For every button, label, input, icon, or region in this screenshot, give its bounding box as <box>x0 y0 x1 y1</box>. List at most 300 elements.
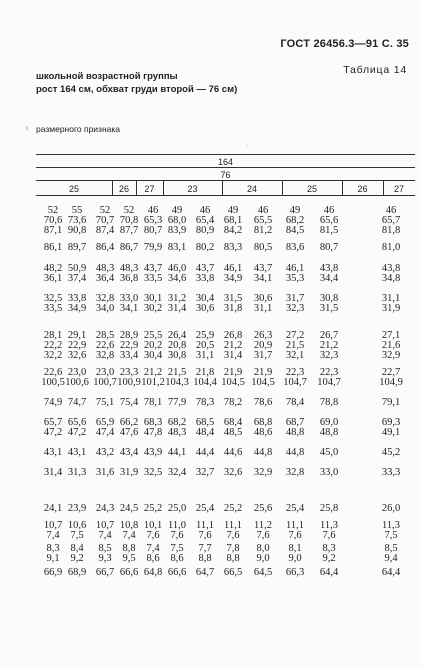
table-cell <box>378 568 404 578</box>
cell-value: 31,7 <box>253 350 273 361</box>
table-cell <box>192 568 218 578</box>
cell-value: 8,8 <box>122 543 136 554</box>
hip-header: 26 <box>118 184 129 194</box>
cell-value: 7,4 <box>146 543 160 554</box>
cell-value: 22,6 <box>43 367 63 378</box>
cell-value: 81,2 <box>253 225 273 236</box>
cell-value: 32,9 <box>253 467 273 478</box>
cell-value: 52 <box>123 205 135 216</box>
table-cell <box>220 398 246 408</box>
cell-value: 23,9 <box>67 503 87 514</box>
cell-value: 37,4 <box>67 273 87 284</box>
cell-value: 32,9 <box>381 350 401 361</box>
table-cell <box>378 418 404 438</box>
table-cell <box>250 294 276 314</box>
table-cell <box>192 448 218 458</box>
cell-value: 78,6 <box>253 397 273 408</box>
cell-value: 48,6 <box>253 427 273 438</box>
cell-value: 48,8 <box>319 427 339 438</box>
cell-value: 52 <box>47 205 59 216</box>
cell-value: 7,5 <box>384 530 398 541</box>
table-cell <box>164 294 190 314</box>
cell-value: 32,3 <box>285 303 305 314</box>
table-cell <box>140 331 166 361</box>
cell-value: 7,6 <box>256 530 270 541</box>
cell-value: 81,5 <box>319 225 339 236</box>
cell-value: 31,5 <box>319 303 339 314</box>
cell-value: 8,6 <box>170 553 184 564</box>
cell-value: 65,4 <box>195 215 215 226</box>
table-cell <box>40 264 66 284</box>
table-caption <box>36 70 237 96</box>
cell-value: 28,9 <box>119 330 139 341</box>
cell-value: 78,2 <box>223 397 243 408</box>
table-cell <box>316 206 342 236</box>
cell-value: 46 <box>323 205 335 216</box>
cell-value: 49 <box>227 205 239 216</box>
cell-value: 86,4 <box>95 242 115 253</box>
cell-value: 25,8 <box>319 503 339 514</box>
cell-value: 11,0 <box>168 520 186 531</box>
table-cell <box>282 418 308 438</box>
table-cell <box>40 544 66 564</box>
table-cell <box>316 448 342 458</box>
table-cell <box>64 468 90 478</box>
table-cell <box>192 368 218 388</box>
cell-value: 65,7 <box>43 417 63 428</box>
cell-value: 44,8 <box>285 447 305 458</box>
cell-value: 31,9 <box>381 303 401 314</box>
cell-value: 45,0 <box>319 447 339 458</box>
cell-value: 73,6 <box>67 215 87 226</box>
cell-value: 7,4 <box>98 530 112 541</box>
cell-value: 7,8 <box>226 543 240 554</box>
cell-value: 32,5 <box>43 293 63 304</box>
cell-value: 68,3 <box>143 417 163 428</box>
cell-value: 34,9 <box>67 303 87 314</box>
table-cell <box>316 568 342 578</box>
table-cell <box>316 418 342 438</box>
table-cell <box>116 568 142 578</box>
cell-value: 36,4 <box>95 273 115 284</box>
table-cell <box>164 243 190 253</box>
cell-value: 43,1 <box>67 447 87 458</box>
cell-value: 87,7 <box>119 225 139 236</box>
table-cell <box>282 448 308 458</box>
cell-value: 27,1 <box>381 330 401 341</box>
table-cell <box>220 568 246 578</box>
cell-value: 70,6 <box>43 215 63 226</box>
cell-value: 32,1 <box>285 350 305 361</box>
table-cell <box>378 264 404 284</box>
table-cell <box>316 468 342 478</box>
table-cell <box>192 264 218 284</box>
cell-value: 81,8 <box>381 225 401 236</box>
cell-value: 10,7 <box>43 520 63 531</box>
cell-value: 66,6 <box>167 567 187 578</box>
table-cell <box>250 243 276 253</box>
cell-value: 64,5 <box>253 567 273 578</box>
cell-value: 23,3 <box>119 367 139 378</box>
hip-header: 25 <box>306 184 317 194</box>
table-cell <box>192 243 218 253</box>
table-cell <box>316 294 342 314</box>
cell-value: 31,6 <box>95 467 115 478</box>
table-cell <box>220 418 246 438</box>
hip-header: 25 <box>68 184 79 194</box>
cell-value: 66,2 <box>119 417 139 428</box>
cell-value: 75,1 <box>95 397 115 408</box>
table-cell <box>140 448 166 458</box>
table-cell <box>140 368 166 388</box>
cell-value: 33,8 <box>67 293 87 304</box>
cell-value: 7,5 <box>70 530 84 541</box>
cell-value: 68,7 <box>285 417 305 428</box>
table-cell <box>140 294 166 314</box>
cell-value: 7,6 <box>322 530 336 541</box>
cell-value: 49 <box>171 205 183 216</box>
cell-value: 11,1 <box>224 520 242 531</box>
table-cell <box>116 243 142 253</box>
cell-value: 8,5 <box>384 543 398 554</box>
table-cell <box>316 368 342 388</box>
table-rule <box>36 195 415 196</box>
cell-value: 32,4 <box>167 467 187 478</box>
hip-header: 27 <box>393 184 404 194</box>
cell-value: 21,9 <box>223 367 243 378</box>
cell-value: 49 <box>289 205 301 216</box>
cell-value: 11,2 <box>254 520 272 531</box>
cell-value: 43,8 <box>319 263 339 274</box>
cell-value: 8,6 <box>146 553 160 564</box>
table-cell <box>92 468 118 478</box>
cell-value: 8,4 <box>70 543 84 554</box>
cell-value: 68,2 <box>167 417 187 428</box>
table-cell <box>116 368 142 388</box>
table-cell <box>140 206 166 236</box>
table-cell <box>250 331 276 361</box>
table-cell <box>316 521 342 541</box>
cell-value: 30,4 <box>143 350 163 361</box>
table-cell <box>116 294 142 314</box>
cell-value: 66,6 <box>119 567 139 578</box>
cell-value: 26,0 <box>381 503 401 514</box>
cell-value: 20,9 <box>253 340 273 351</box>
table-cell <box>140 398 166 408</box>
table-cell <box>140 521 166 541</box>
table-cell <box>250 504 276 514</box>
table-cell <box>378 368 404 388</box>
cell-value: 47,8 <box>143 427 163 438</box>
cell-value: 31,2 <box>167 293 187 304</box>
cell-value: 74,9 <box>43 397 63 408</box>
cell-value: 30,2 <box>143 303 163 314</box>
table-cell <box>140 264 166 284</box>
document-code-header: ГОСТ 26456.3—91 С. 35 <box>280 38 409 50</box>
table-cell <box>282 264 308 284</box>
cell-value: 48,3 <box>95 263 115 274</box>
cell-value: 9,2 <box>322 553 336 564</box>
cell-value: 86,7 <box>119 242 139 253</box>
cell-value: 81,0 <box>381 242 401 253</box>
cell-value: 80,7 <box>143 225 163 236</box>
table-cell <box>316 504 342 514</box>
cell-value: 68,0 <box>167 215 187 226</box>
cell-value: 7,4 <box>46 530 60 541</box>
cell-value: 80,7 <box>319 242 339 253</box>
cell-value: 31,3 <box>67 467 87 478</box>
cell-value: 43,1 <box>43 447 63 458</box>
cell-value: 48,8 <box>285 427 305 438</box>
cell-value: 8,1 <box>288 543 302 554</box>
cell-value: 83,6 <box>285 242 305 253</box>
table-cell <box>40 521 66 541</box>
cell-value: 29,1 <box>67 330 87 341</box>
cell-value: 33,8 <box>195 273 215 284</box>
cell-value: 34,1 <box>119 303 139 314</box>
cell-value: 47,2 <box>43 427 63 438</box>
cell-value: 34,0 <box>95 303 115 314</box>
cell-value: 34,6 <box>167 273 187 284</box>
table-cell <box>164 206 190 236</box>
cell-value: 104,7 <box>317 377 341 388</box>
table-cell <box>220 504 246 514</box>
cell-value: 21,2 <box>143 367 163 378</box>
cell-value: 31,1 <box>195 350 215 361</box>
hip-header: 27 <box>144 184 155 194</box>
table-cell <box>192 504 218 514</box>
cell-value: 21,8 <box>195 367 215 378</box>
cell-value: 64,4 <box>319 567 339 578</box>
cell-value: 27,2 <box>285 330 305 341</box>
cell-value: 84,5 <box>285 225 305 236</box>
cell-value: 25,4 <box>285 503 305 514</box>
cell-value: 66,5 <box>223 567 243 578</box>
cell-value: 24,5 <box>119 503 139 514</box>
cell-value: 104,7 <box>283 377 307 388</box>
cell-value: 79,9 <box>143 242 163 253</box>
cell-value: 26,3 <box>253 330 273 341</box>
cell-value: 34,4 <box>319 273 339 284</box>
cell-value: 20,8 <box>167 340 187 351</box>
cell-value: 8,3 <box>322 543 336 554</box>
cell-value: 104,5 <box>251 377 275 388</box>
cell-value: 36,1 <box>43 273 63 284</box>
cell-value: 46,1 <box>285 263 305 274</box>
cell-value: 25,2 <box>143 503 163 514</box>
cell-value: 68,1 <box>223 215 243 226</box>
table-cell <box>282 294 308 314</box>
cell-value: 31,7 <box>285 293 305 304</box>
cell-value: 9,4 <box>384 553 398 564</box>
cell-value: 32,3 <box>319 350 339 361</box>
table-cell <box>140 544 166 564</box>
cell-value: 68,2 <box>285 215 305 226</box>
hip-header: 23 <box>187 184 198 194</box>
cell-value: 43,9 <box>143 447 163 458</box>
table-cell <box>220 294 246 314</box>
table-cell <box>282 544 308 564</box>
cell-value: 9,2 <box>70 553 84 564</box>
cell-value: 80,2 <box>195 242 215 253</box>
cell-value: 64,7 <box>195 567 215 578</box>
cell-value: 7,4 <box>122 530 136 541</box>
cell-value: 100,7 <box>93 377 117 388</box>
cell-value: 48,2 <box>43 263 63 274</box>
cell-value: 28,1 <box>43 330 63 341</box>
cell-value: 7,6 <box>146 530 160 541</box>
cell-value: 69,3 <box>381 417 401 428</box>
table-cell <box>378 206 404 236</box>
cell-value: 31,4 <box>43 467 63 478</box>
cell-value: 47,2 <box>67 427 87 438</box>
table-cell <box>316 243 342 253</box>
cell-value: 47,6 <box>119 427 139 438</box>
table-cell <box>64 243 90 253</box>
table-cell <box>316 331 342 361</box>
table-cell <box>116 264 142 284</box>
cell-value: 43,7 <box>253 263 273 274</box>
cell-value: 65,6 <box>319 215 339 226</box>
cell-value: 43,2 <box>95 447 115 458</box>
cell-value: 65,9 <box>95 417 115 428</box>
cell-value: 25,2 <box>223 503 243 514</box>
table-cell <box>220 468 246 478</box>
table-cell <box>250 568 276 578</box>
cell-value: 46 <box>257 205 269 216</box>
hip-header: 26 <box>357 184 368 194</box>
table-cell <box>140 568 166 578</box>
cell-value: 8,5 <box>98 543 112 554</box>
cell-value: 47,4 <box>95 427 115 438</box>
table-cell <box>64 368 90 388</box>
table-cell <box>378 448 404 458</box>
cell-value: 65,6 <box>67 417 87 428</box>
table-cell <box>164 504 190 514</box>
cell-value: 33,4 <box>119 350 139 361</box>
table-cell <box>220 521 246 541</box>
cell-value: 7,6 <box>226 530 240 541</box>
table-cell <box>164 521 190 541</box>
cell-value: 11,1 <box>196 520 214 531</box>
table-cell <box>40 468 66 478</box>
table-cell <box>250 468 276 478</box>
cell-value: 35,3 <box>285 273 305 284</box>
table-cell <box>250 418 276 438</box>
cell-value: 66,7 <box>95 567 115 578</box>
cell-value: 26,8 <box>223 330 243 341</box>
cell-value: 26,4 <box>167 330 187 341</box>
cell-value: 75,4 <box>119 397 139 408</box>
table-cell <box>378 243 404 253</box>
table-cell <box>64 331 90 361</box>
cell-value: 7,7 <box>198 543 212 554</box>
table-cell <box>116 418 142 438</box>
table-cell <box>282 368 308 388</box>
table-cell <box>192 398 218 408</box>
table-cell <box>192 468 218 478</box>
cell-value: 101,2 <box>141 377 165 388</box>
table-cell <box>116 504 142 514</box>
table-cell <box>282 504 308 514</box>
table-cell <box>192 521 218 541</box>
table-cell <box>282 568 308 578</box>
cell-value: 32,8 <box>285 467 305 478</box>
table-cell <box>378 331 404 361</box>
cell-value: 100,6 <box>65 377 89 388</box>
cell-value: 22,7 <box>381 367 401 378</box>
cell-value: 22,9 <box>67 340 87 351</box>
table-cell <box>92 418 118 438</box>
cell-value: 10,8 <box>119 520 139 531</box>
table-cell <box>64 448 90 458</box>
cell-value: 7,6 <box>198 530 212 541</box>
cell-value: 100,9 <box>117 377 141 388</box>
cell-value: 33,5 <box>143 273 163 284</box>
table-cell <box>64 504 90 514</box>
cell-value: 22,9 <box>119 340 139 351</box>
table-cell <box>192 331 218 361</box>
cell-value: 48,5 <box>223 427 243 438</box>
margin-mark: · <box>246 143 248 150</box>
table-cell <box>140 504 166 514</box>
cell-value: 74,7 <box>67 397 87 408</box>
table-cell <box>378 521 404 541</box>
cell-value: 55 <box>71 205 83 216</box>
caption-line-2: рост 164 см, обхват груди второй — 76 см) <box>36 84 238 95</box>
cell-value: 86,1 <box>43 242 63 253</box>
table-cell <box>250 368 276 388</box>
table-cell <box>192 206 218 236</box>
cell-value: 34,1 <box>253 273 273 284</box>
cell-value: 28,5 <box>95 330 115 341</box>
cell-value: 11,3 <box>320 520 338 531</box>
cell-value: 83,9 <box>167 225 187 236</box>
margin-mark: ι <box>26 125 29 132</box>
cell-value: 68,8 <box>253 417 273 428</box>
cell-value: 31,4 <box>223 350 243 361</box>
cell-value: 24,3 <box>95 503 115 514</box>
cell-value: 31,8 <box>223 303 243 314</box>
table-cell <box>64 294 90 314</box>
cell-value: 83,1 <box>167 242 187 253</box>
cell-value: 49,1 <box>381 427 401 438</box>
cell-value: 20,5 <box>195 340 215 351</box>
cell-value: 7,6 <box>288 530 302 541</box>
cell-value: 8,8 <box>198 553 212 564</box>
table-cell <box>116 331 142 361</box>
table-cell <box>64 568 90 578</box>
table-cell <box>92 448 118 458</box>
cell-value: 52 <box>99 205 111 216</box>
cell-value: 48,4 <box>195 427 215 438</box>
cell-value: 32,8 <box>95 293 115 304</box>
cell-value: 104,9 <box>379 377 403 388</box>
cell-value: 87,1 <box>43 225 63 236</box>
table-cell <box>378 468 404 478</box>
cell-value: 70,7 <box>95 215 115 226</box>
table-cell <box>378 504 404 514</box>
table-cell <box>64 264 90 284</box>
cell-value: 11,1 <box>286 520 304 531</box>
cell-value: 10,7 <box>95 520 115 531</box>
cell-value: 9,0 <box>256 553 270 564</box>
table-cell <box>220 331 246 361</box>
cell-value: 89,7 <box>67 242 87 253</box>
table-cell <box>40 331 66 361</box>
table-cell <box>378 294 404 314</box>
table-cell <box>140 468 166 478</box>
